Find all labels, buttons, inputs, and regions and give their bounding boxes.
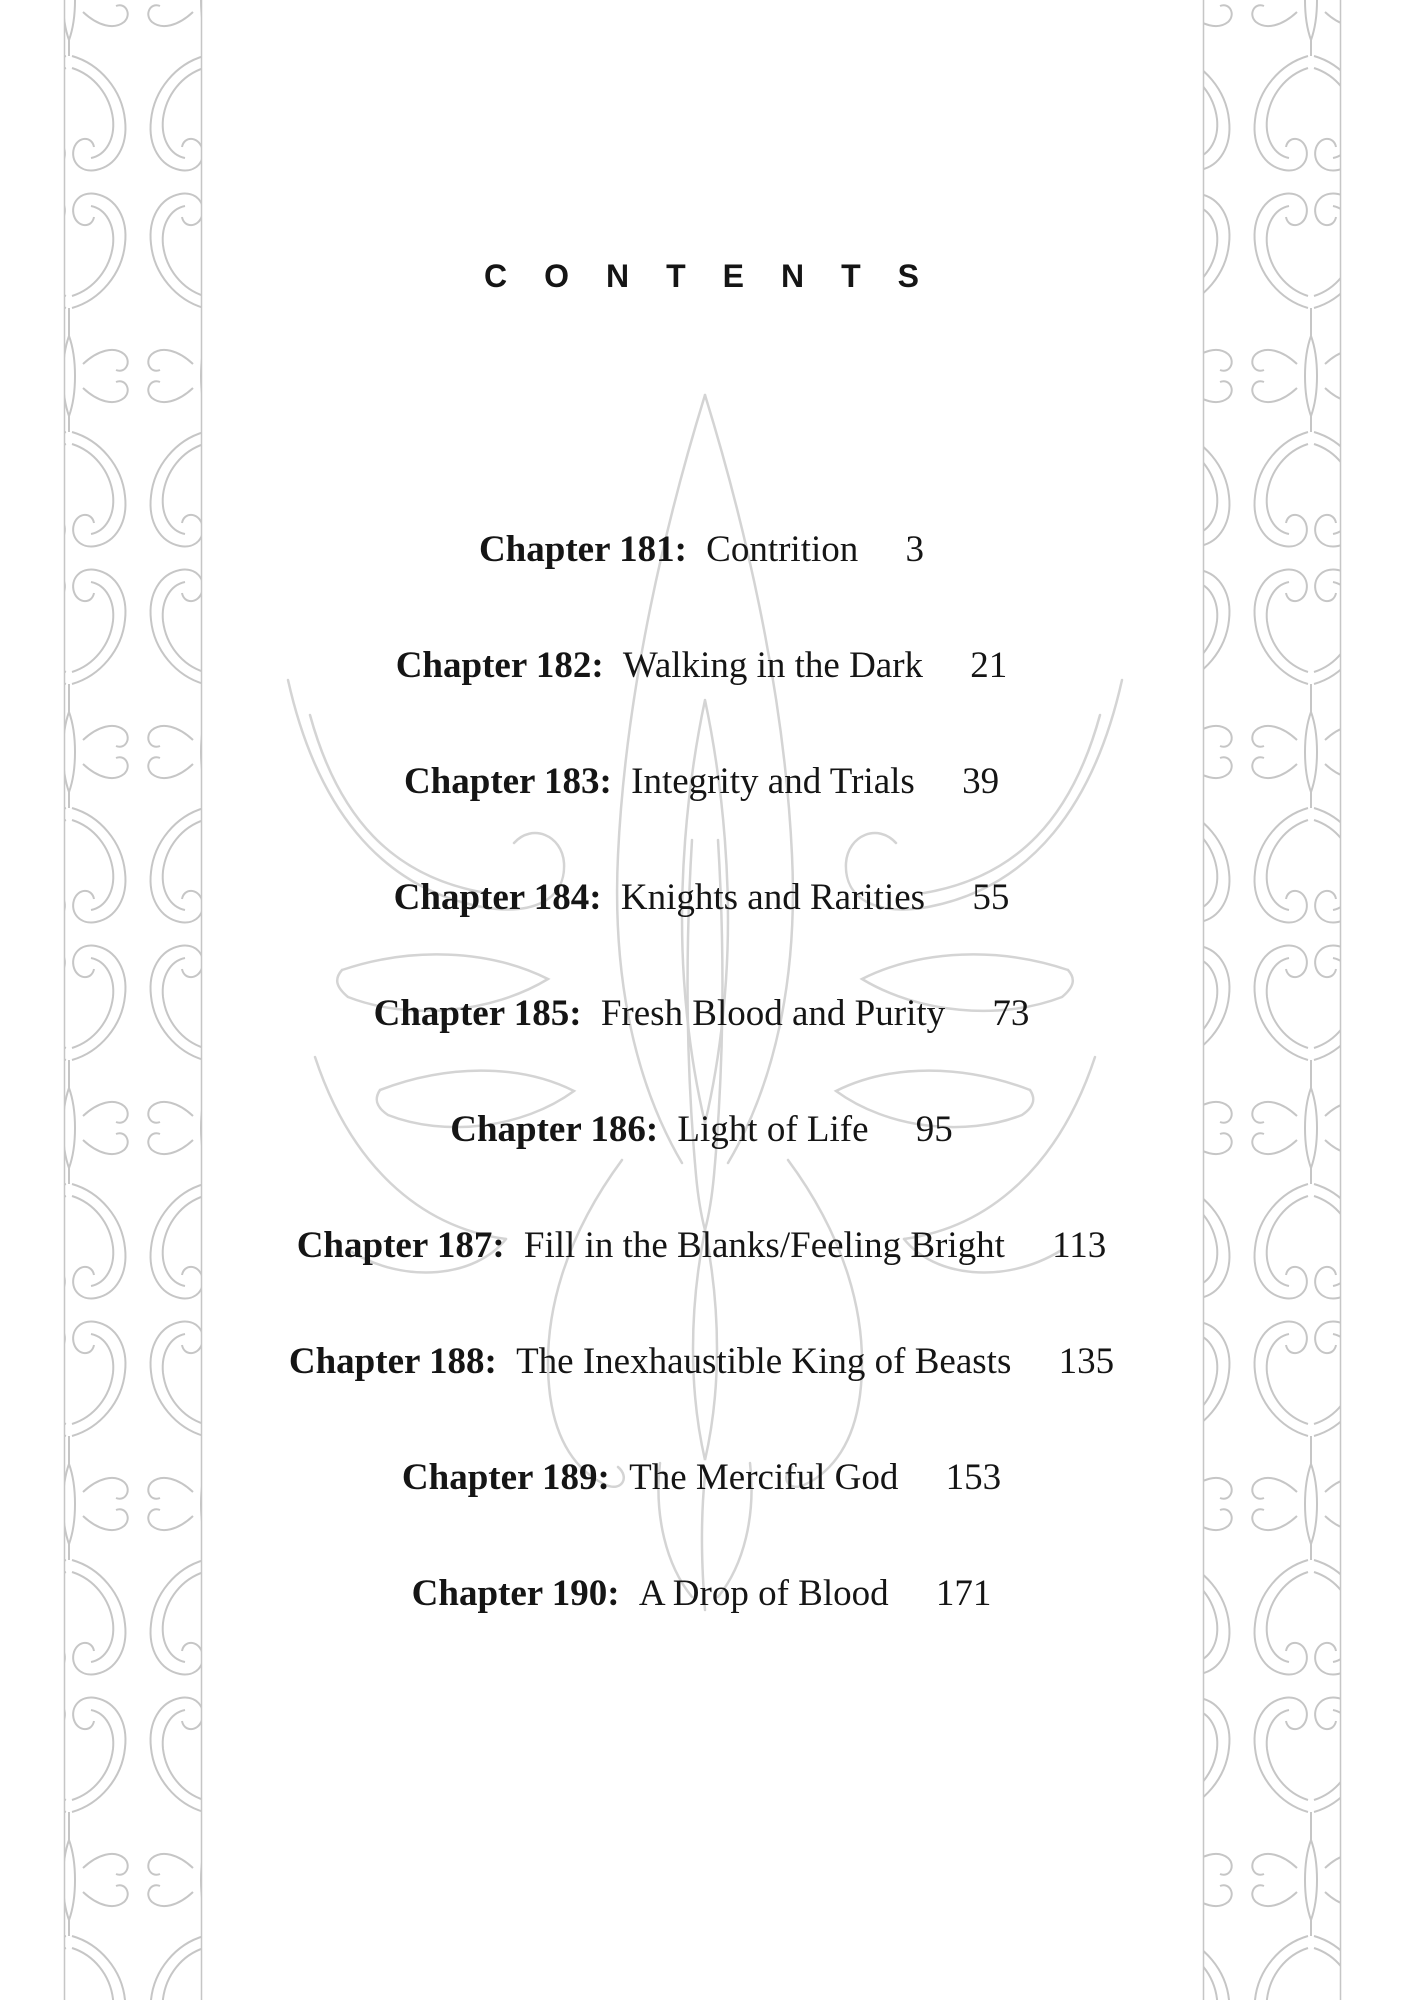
- chapter-page-number: 39: [962, 761, 1000, 802]
- chapter-title: A Drop of Blood: [638, 1573, 889, 1614]
- chapter-title: Fill in the Blanks/Feeling Bright: [523, 1225, 1005, 1266]
- chapter-label: Chapter 185:: [373, 993, 582, 1034]
- toc-list: [120, 526, 1283, 1618]
- toc-entry: [374, 990, 1030, 1038]
- chapter-title: Knights and Rarities: [620, 877, 926, 918]
- page-title: CONTENTS: [484, 258, 956, 294]
- toc-entry: [297, 1222, 1107, 1270]
- toc-entry: [402, 1454, 1001, 1502]
- chapter-label: Chapter 184:: [393, 877, 602, 918]
- chapter-title: Integrity and Trials: [631, 761, 915, 802]
- toc-entry: [479, 526, 924, 574]
- chapter-title: The Inexhaustible King of Beasts: [516, 1341, 1012, 1382]
- chapter-title: Fresh Blood and Purity: [600, 993, 946, 1034]
- toc-entry: [404, 758, 999, 806]
- toc-entry: [412, 1570, 992, 1618]
- toc-entry: [396, 642, 1008, 690]
- chapter-page-number: 153: [945, 1457, 1002, 1498]
- chapter-label: Chapter 183:: [403, 761, 612, 802]
- chapter-title: Contrition: [706, 529, 859, 570]
- chapter-label: Chapter 189:: [401, 1457, 610, 1498]
- chapter-title: Walking in the Dark: [622, 645, 924, 686]
- chapter-page-number: 73: [992, 993, 1030, 1034]
- chapter-page-number: 3: [905, 529, 925, 570]
- chapter-page-number: 171: [935, 1573, 992, 1614]
- chapter-title: Light of Life: [677, 1109, 869, 1150]
- toc-entry: [394, 874, 1010, 922]
- chapter-page-number: 55: [972, 877, 1010, 918]
- toc-header: [0, 258, 1403, 295]
- chapter-page-number: 95: [915, 1109, 953, 1150]
- chapter-label: Chapter 190:: [411, 1573, 620, 1614]
- chapter-page-number: 113: [1052, 1225, 1107, 1266]
- chapter-label: Chapter 182:: [395, 645, 604, 686]
- chapter-title: The Merciful God: [629, 1457, 899, 1498]
- toc-entry: [450, 1106, 953, 1154]
- chapter-label: Chapter 188:: [288, 1341, 497, 1382]
- chapter-label: Chapter 187:: [296, 1225, 505, 1266]
- chapter-label: Chapter 186:: [450, 1109, 659, 1150]
- chapter-label: Chapter 181:: [478, 529, 687, 570]
- toc-entry: [289, 1338, 1114, 1386]
- chapter-page-number: 21: [970, 645, 1008, 686]
- chapter-page-number: 135: [1058, 1341, 1115, 1382]
